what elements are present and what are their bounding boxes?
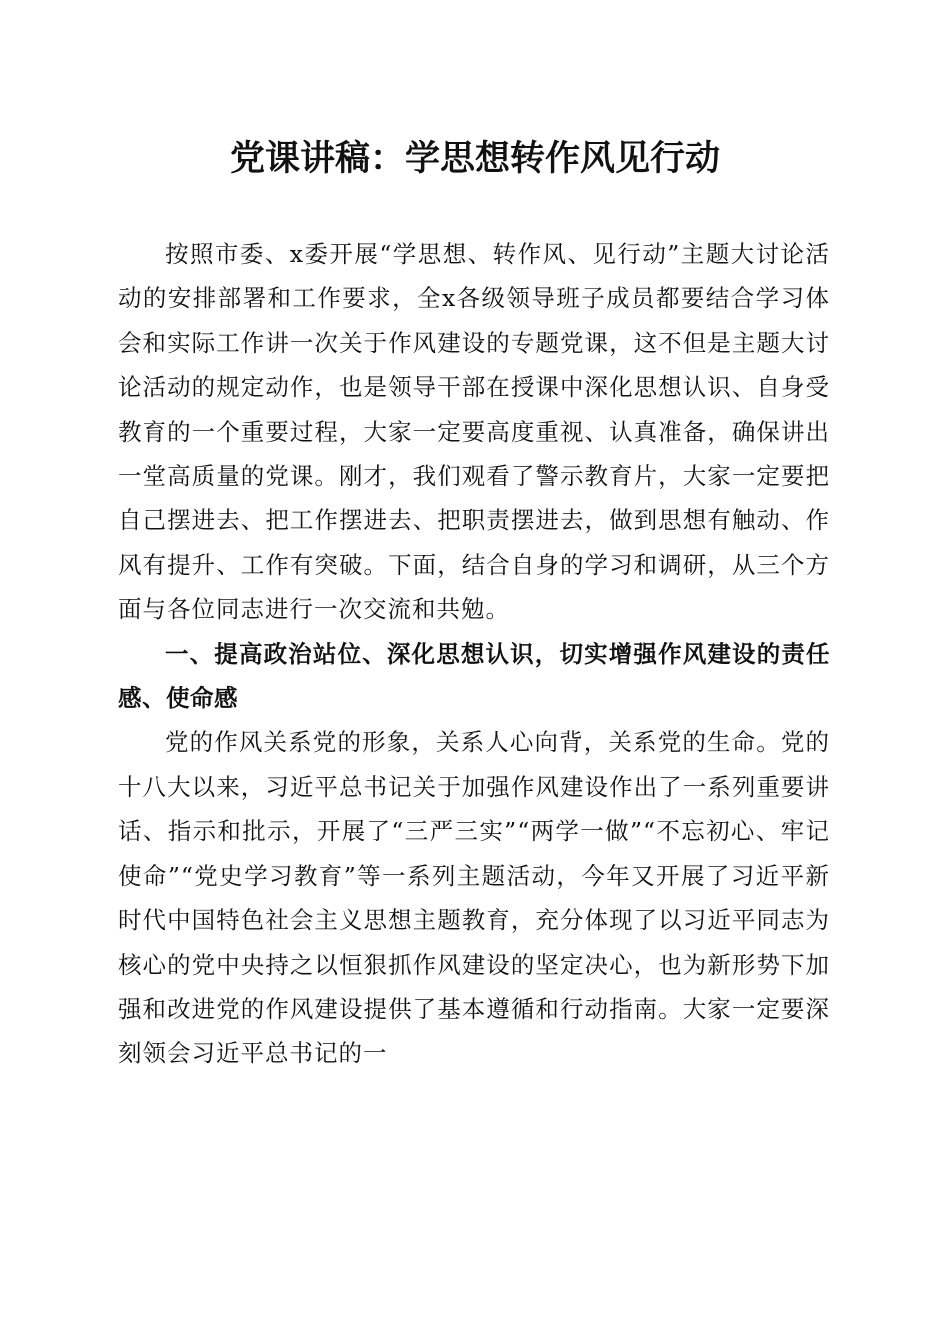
- intro-paragraph: 按照市委、x委开展“学思想、转作风、见行动”主题大讨论活动的安排部署和工作要求，全x各级领导班子成员都要结合学习体会和实际工作讲一次关于作风建设的专题党课，这不但是主题大讨论活动的规定动作，也是领导干部在授课中深化思想认识、自身受教育的一个重要过程，大家一定要高度重视、认真准备，确保讲出一堂高质量的党课。刚才，我们观看了警示教育片，大家一定要把自己摆进去、把工作摆进去、把职责摆进去，做到思想有触动、作风有提升、工作有突破。下面，结合自身的学习和调研，从三个方面与各位同志进行一次交流和共勉。: [118, 240, 830, 624]
- document-title: 党课讲稿：学思想转作风见行动: [229, 139, 720, 179]
- section-heading-1: 一、提高政治站位、深化思想认识，切实增强作风建设的责任感、使命感: [118, 639, 830, 713]
- section-1-paragraph: 党的作风关系党的形象，关系人心向背，关系党的生命。党的十八大以来，习近平总书记关于加强作风建设作出了一系列重要讲话、指示和批示，开展了“三严三实”“两学一做”“不忘初心、牢记使命”“党史学习教育”等一系列主题活动，今年又开展了习近平新时代中国特色社会主义思想主题教育，充分体现了以习近平同志为核心的党中央持之以恒狠抓作风建设的坚定决心，也为新形势下加强和改进党的作风建设提供了基本遵循和行动指南。大家一定要深刻领会习近平总书记的一: [118, 728, 830, 1068]
- document-body: [118, 232, 830, 1076]
